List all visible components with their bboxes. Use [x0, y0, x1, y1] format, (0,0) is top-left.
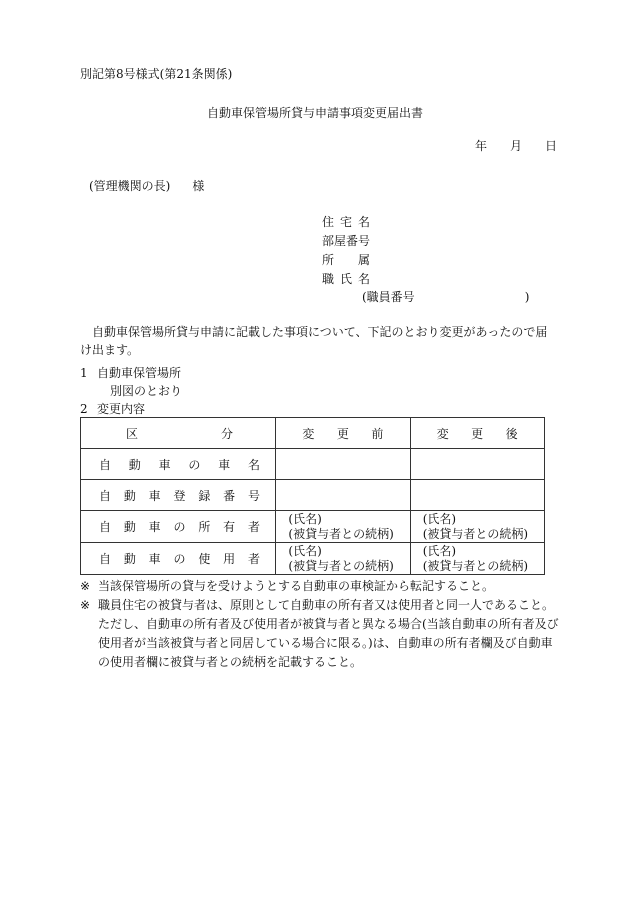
label-affiliation: 所属 — [322, 253, 370, 267]
row-label-registration: 自動車登録番号 — [81, 480, 276, 511]
notes — [80, 577, 560, 672]
note-1-text: 当該保管場所の貸与を受けようとする自動車の車検証から転記すること。 — [98, 579, 495, 593]
row-label-owner: 自動車の所有者 — [81, 511, 276, 543]
note-1 — [80, 577, 560, 596]
note-1-mark: ※ — [80, 579, 91, 593]
owner-after-relation: (被貸与者との続柄) — [422, 526, 529, 541]
cell-after — [410, 449, 544, 480]
form-number: 別記第8号様式(第21条関係) — [80, 67, 233, 81]
user-before-name: (氏名) — [288, 543, 322, 558]
item-1 — [80, 365, 181, 381]
user-after-name: (氏名) — [422, 543, 457, 558]
date-day: 日 — [544, 139, 557, 153]
staff-number-line — [362, 289, 529, 305]
owner-before-relation: (被貸与者との続柄) — [288, 526, 394, 541]
table-row — [81, 511, 545, 543]
label-address: 住宅名 — [322, 215, 370, 229]
body-text: 自動車保管場所貸与申請に記載した事項について、下記のとおり変更があったので届け出ます。 — [80, 325, 548, 357]
owner-after-name: (氏名) — [422, 511, 457, 526]
header-category: 区分 — [81, 418, 276, 449]
addressee-honorific: 様 — [192, 179, 205, 193]
item-1-detail: 別図のとおり — [110, 384, 183, 398]
cell-before — [276, 511, 410, 543]
date-year: 年 — [474, 139, 487, 153]
cell-before — [276, 543, 410, 575]
user-before-relation: (被貸与者との続柄) — [288, 558, 394, 573]
table-row — [81, 543, 545, 575]
note-2 — [80, 596, 560, 672]
addressee — [89, 178, 204, 194]
document-title: 自動車保管場所貸与申請事項変更届出書 — [206, 106, 423, 120]
addressee-name: (管理機関の長) — [89, 179, 171, 193]
label-name: 職氏名 — [322, 272, 370, 286]
table-header-row — [81, 418, 545, 449]
cell-after — [410, 543, 544, 575]
owner-before-name: (氏名) — [288, 511, 322, 526]
change-table — [80, 417, 545, 575]
row-label-user: 自動車の使用者 — [81, 543, 276, 575]
date-line — [452, 138, 557, 154]
header-after: 変更後 — [410, 418, 544, 449]
staff-number-close: ) — [524, 290, 530, 304]
header-before: 変更前 — [276, 418, 410, 449]
table-row — [81, 449, 545, 480]
item-1-label: 自動車保管場所 — [97, 366, 182, 380]
table-row — [81, 480, 545, 511]
label-room-number: 部屋番号 — [322, 234, 371, 248]
note-2-text: 職員住宅の被貸与者は、原則として自動車の所有者又は使用者と同一人であること。ただし、自動車の所有者及び使用者が被貸与者と異なる場合(当該自動車の所有者及び使用者が当該被貸与者と同居している場合に限る。)は、自動車の所有者欄及び自動車の使用者欄に被貸与者との続柄を記載すること。 — [98, 598, 559, 669]
staff-number-label: (職員番号 — [362, 290, 415, 304]
item-1-number: 1 — [80, 366, 88, 380]
cell-after — [410, 480, 544, 511]
cell-after — [410, 511, 544, 543]
item-2-number: 2 — [80, 402, 88, 416]
item-2-label: 変更内容 — [97, 402, 146, 416]
cell-before — [276, 449, 410, 480]
date-month: 月 — [509, 139, 522, 153]
user-after-relation: (被貸与者との続柄) — [422, 558, 529, 573]
item-2 — [80, 401, 145, 417]
applicant-block — [322, 213, 370, 289]
row-label-car-name: 自動車の車名 — [81, 449, 276, 480]
note-2-mark: ※ — [80, 598, 91, 612]
cell-before — [276, 480, 410, 511]
